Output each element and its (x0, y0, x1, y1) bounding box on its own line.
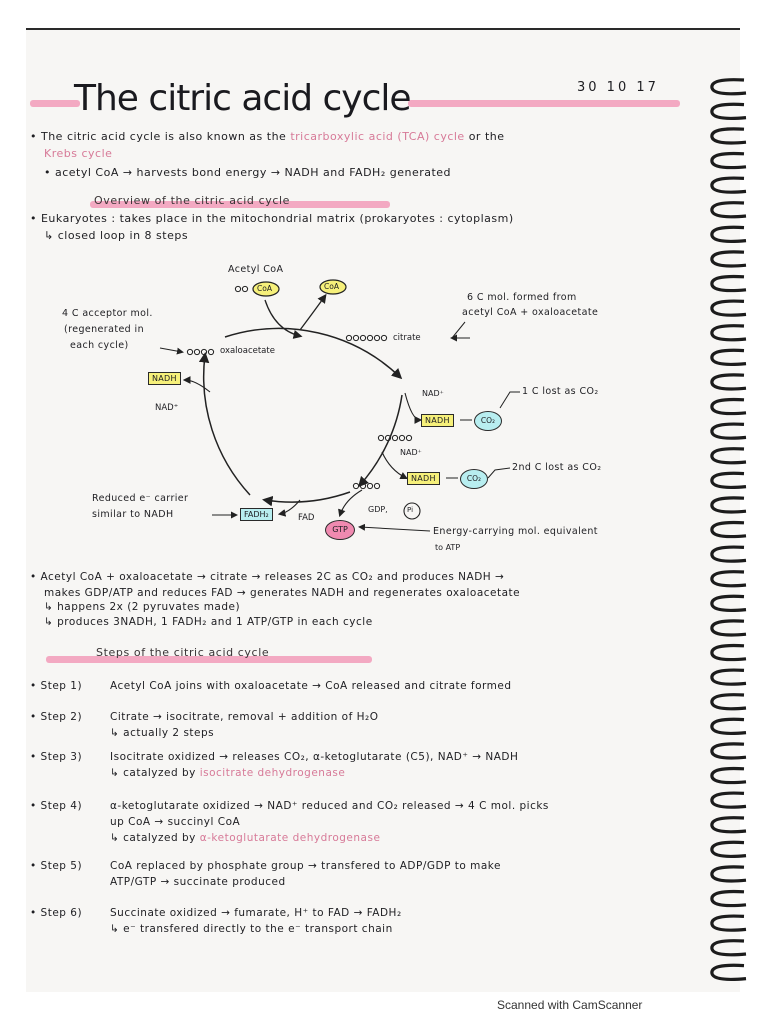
gtp-note-1: Energy-carrying mol. equivalent (433, 526, 598, 537)
intro-line-2: Krebs cycle (44, 147, 113, 160)
overview-line-2: ↳ closed loop in 8 steps (44, 229, 189, 242)
step-line (110, 711, 379, 723)
step-text: Citrate → isocitrate, removal + addition of H₂O (110, 711, 379, 723)
fadh2-box: FADH₂ (240, 508, 273, 521)
intro-line-3: • acetyl CoA → harvests bond energy → NADH and FADH₂ generated (44, 166, 452, 179)
summary-line-3: ↳ happens 2x (2 pyruvates made) (44, 601, 241, 613)
step-label: • Step 2) (30, 711, 83, 723)
step-text: Succinate oxidized → fumarate, H⁺ to FAD → FADH₂ (110, 907, 402, 919)
step-label: • Step 5) (30, 860, 83, 872)
steps-heading: Steps of the citric acid cycle (96, 646, 270, 659)
step-line (110, 860, 501, 872)
step-text: α-ketoglutarate oxidized → NAD⁺ reduced and CO₂ released → 4 C mol. picks (110, 800, 549, 812)
nadh-left-box: NADH (148, 372, 181, 385)
step-text: ↳ actually 2 steps (110, 727, 215, 739)
step-text: Acetyl CoA joins with oxaloacetate → CoA released and citrate formed (110, 680, 512, 692)
nad-plus-left-label: NAD⁺ (155, 403, 179, 413)
overview-line-1: • Eukaryotes : takes place in the mitochondrial matrix (prokaryotes : cytoplasm) (30, 212, 514, 225)
summary-line-4: ↳ produces 3NADH, 1 FADH₂ and 1 ATP/GTP in each cycle (44, 616, 373, 628)
pi-label: Pi (407, 506, 414, 514)
step-label: • Step 3) (30, 751, 83, 763)
step-line (110, 800, 549, 812)
nad-plus-2-label: NAD⁺ (400, 448, 422, 457)
summary-line-2: makes GDP/ATP and reduces FAD → generates NADH and regenerates oxaloacetate (44, 587, 521, 599)
page-date: 30 10 17 (577, 80, 659, 95)
fad-label: FAD (298, 513, 315, 523)
intro-line-1: • The citric acid cycle is also known as the tricarboxylic acid (TCA) cycle or the (30, 130, 505, 143)
step-text: ATP/GTP → succinate produced (110, 876, 286, 888)
nadh-2-box: NADH (407, 472, 440, 485)
step-text: Isocitrate oxidized → releases CO₂, α-ketoglutarate (C5), NAD⁺ → NADH (110, 751, 519, 763)
step-label: • Step 4) (30, 800, 83, 812)
summary-line-1: • Acetyl CoA + oxaloacetate → citrate → releases 2C as CO₂ and produces NADH → (30, 571, 505, 583)
step-label: • Step 6) (30, 907, 83, 919)
step-line (110, 767, 345, 779)
step-line (110, 876, 286, 888)
cycle-arc-left (204, 355, 250, 495)
step-line (110, 923, 393, 935)
co2-2-circle: CO₂ (460, 469, 488, 489)
citrate-label: citrate (393, 333, 421, 343)
step-text: ↳ catalyzed by (110, 767, 200, 779)
cycle-arc-bottom (265, 492, 350, 502)
nadh-1-box: NADH (421, 414, 454, 427)
step-line (110, 727, 214, 739)
citrate-note-2: acetyl CoA + oxaloacetate (462, 307, 599, 318)
fadh2-note-1: Reduced e⁻ carrier (92, 493, 189, 504)
fadh2-note-2: similar to NADH (92, 509, 174, 520)
step-line (110, 832, 380, 844)
step-text: CoA replaced by phosphate group → transfered to ADP/GDP to make (110, 860, 501, 872)
acetyl-coa-label: Acetyl CoA (228, 264, 284, 275)
scanner-footer: Scanned with CamScanner (497, 998, 643, 1012)
acetyl-coa-entry-arrow (265, 300, 300, 336)
acceptor-note-1: 4 C acceptor mol. (62, 308, 153, 319)
gtp-note-2: to ATP (435, 543, 461, 552)
enzyme-name: α-ketoglutarate dehydrogenase (199, 832, 381, 844)
acceptor-note-2: (regenerated in (64, 324, 144, 335)
co2-2-note: 2nd C lost as CO₂ (512, 462, 602, 473)
step-text: ↳ e⁻ transfered directly to the e⁻ transport chain (110, 923, 393, 935)
oxaloacetate-label: oxaloacetate (220, 346, 275, 356)
overview-heading: Overview of the citric acid cycle (94, 194, 291, 207)
step-line (110, 680, 512, 692)
gdp-label: GDP, (368, 505, 388, 514)
step-text: ↳ catalyzed by (110, 832, 200, 844)
coa-label: CoA (257, 284, 272, 293)
co2-1-circle: CO₂ (474, 411, 502, 431)
nad-plus-1-label: NAD⁺ (422, 389, 444, 398)
acceptor-note-3: each cycle) (70, 340, 129, 351)
step-label: • Step 1) (30, 680, 83, 692)
page-title: The citric acid cycle (74, 78, 411, 119)
step-line (110, 816, 240, 828)
step-text: up CoA → succinyl CoA (110, 816, 241, 828)
gtp-circle: GTP (325, 520, 355, 540)
co2-1-note: 1 C lost as CO₂ (522, 386, 599, 397)
coa-released-label: CoA (324, 282, 339, 291)
enzyme-name: isocitrate dehydrogenase (199, 767, 346, 779)
step-line (110, 751, 518, 763)
coa-release-arrow (300, 296, 325, 330)
step-line (110, 907, 402, 919)
citrate-note-1: 6 C mol. formed from (467, 292, 577, 303)
